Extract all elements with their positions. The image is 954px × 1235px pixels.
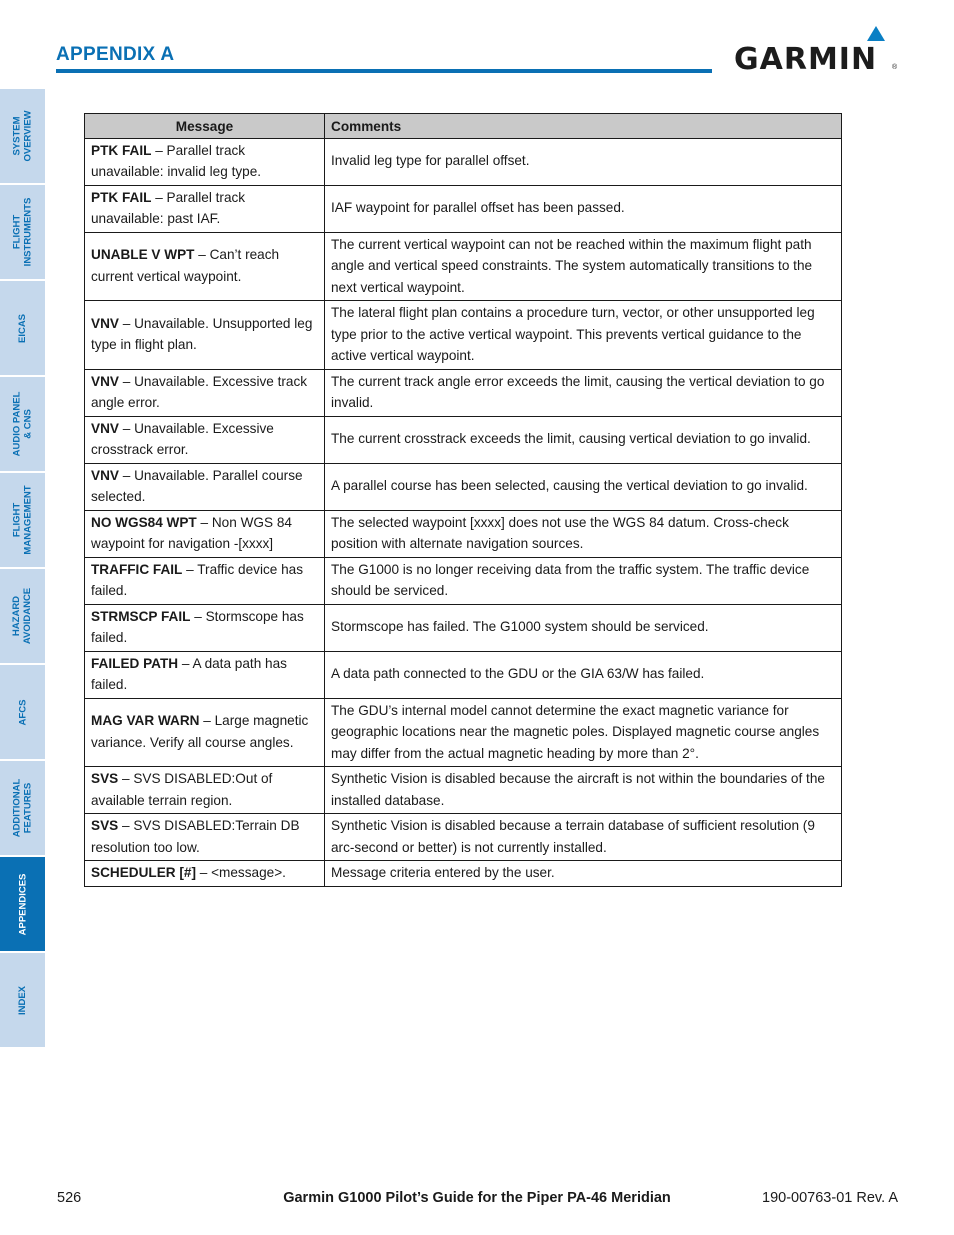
message-description: – SVS DISABLED:Terrain DB resolution too low. <box>91 818 300 855</box>
message-cell <box>85 185 325 232</box>
comment-cell: The current track angle error exceeds the limit, causing the vertical deviation to go invalid. <box>325 369 842 416</box>
table-row <box>85 814 842 861</box>
message-description: – Parallel track unavailable: invalid leg type. <box>91 142 262 179</box>
message-name: SVS <box>91 818 119 833</box>
message-description: – Unavailable. Parallel course selected. <box>91 467 303 504</box>
message-cell <box>85 861 325 887</box>
message-description: – <message>. <box>195 865 286 880</box>
comment-cell: The GDU’s internal model cannot determine the exact magnetic variance for geographic locations near the magnetic poles. Displayed magnetic course angles may differ from the actual magnetic heading by more than 2°. <box>325 698 842 767</box>
message-table <box>84 113 842 887</box>
table-row <box>85 604 842 651</box>
message-name: STRMSCP FAIL <box>91 608 191 624</box>
table-row <box>85 510 842 557</box>
message-name: VNV <box>91 373 119 389</box>
side-tab-label: INDEX <box>16 985 28 1015</box>
message-name: PTK FAIL <box>91 142 152 158</box>
table-row <box>85 301 842 370</box>
side-tab-eicas[interactable] <box>0 281 45 375</box>
comment-cell: IAF waypoint for parallel offset has been passed. <box>325 185 842 232</box>
comment-cell: A parallel course has been selected, causing the vertical deviation to go invalid. <box>325 463 842 510</box>
comment-cell: The G1000 is no longer receiving data from the traffic system. The traffic device should be serviced. <box>325 557 842 604</box>
header-rule <box>56 69 712 73</box>
message-cell <box>85 767 325 814</box>
message-description: – Stormscope has failed. <box>91 608 304 645</box>
message-description: – SVS DISABLED:Out of available terrain region. <box>91 771 273 808</box>
message-name: FAILED PATH <box>91 655 179 671</box>
side-tab-label: EICAS <box>16 313 28 343</box>
message-description: – Unavailable. Unsupported leg type in flight plan. <box>91 315 313 353</box>
message-name: VNV <box>91 467 119 483</box>
message-cell <box>85 557 325 604</box>
table-row <box>85 185 842 232</box>
message-description: – Large magnetic variance. Verify all course angles. <box>91 713 309 750</box>
table-row <box>85 557 842 604</box>
message-description: – Traffic device has failed. <box>91 561 304 598</box>
side-tab-label: SYSTEM OVERVIEW <box>11 110 34 162</box>
table-header-row <box>85 114 842 139</box>
garmin-triangle-icon <box>867 26 885 41</box>
table-row <box>85 861 842 887</box>
page-number: 526 <box>57 1190 82 1206</box>
message-description: – Unavailable. Excessive crosstrack error. <box>91 420 274 457</box>
comment-cell: Stormscope has failed. The G1000 system should be serviced. <box>325 604 842 651</box>
message-name: SVS <box>91 771 119 786</box>
message-cell <box>85 651 325 698</box>
message-name: MAG VAR WARN <box>91 713 200 729</box>
table-body <box>85 138 842 886</box>
section-title: APPENDIX A <box>56 44 175 65</box>
side-tab-label: AFCS <box>17 699 28 725</box>
side-tab-label: ADDITIONAL FEATURES <box>11 778 34 838</box>
side-tab-audio-panel-cns[interactable] <box>0 377 45 471</box>
side-tab-flight-instruments[interactable] <box>0 185 45 279</box>
comment-cell: Synthetic Vision is disabled because the aircraft is not within the boundaries of the installed database. <box>325 767 842 814</box>
side-tab-additional-features[interactable] <box>0 761 45 855</box>
message-name: SCHEDULER [#] <box>91 865 196 880</box>
message-cell <box>85 510 325 557</box>
comment-cell: The selected waypoint [xxxx] does not use the WGS 84 datum. Cross-check position with alternate navigation sources. <box>325 510 842 557</box>
document-number: 190-00763-01 Rev. A <box>762 1190 898 1206</box>
table-row <box>85 463 842 510</box>
table-row <box>85 698 842 767</box>
side-tab-appendices[interactable] <box>0 857 45 951</box>
message-cell <box>85 416 325 463</box>
message-cell <box>85 301 325 370</box>
side-tab-label: FLIGHT MANAGEMENT <box>11 485 34 555</box>
side-tab-label: FLIGHT INSTRUMENTS <box>11 197 34 267</box>
message-cell <box>85 604 325 651</box>
side-tab-hazard-avoidance[interactable] <box>0 569 45 663</box>
side-tab-label: APPENDICES <box>17 873 29 935</box>
message-name: UNABLE V WPT <box>91 247 195 263</box>
message-description: – Non WGS 84 waypoint for navigation -[xxxx] <box>91 514 292 551</box>
side-tab-system-overview[interactable] <box>0 89 45 183</box>
comment-cell: Message criteria entered by the user. <box>325 861 842 887</box>
table-row <box>85 651 842 698</box>
message-name: NO WGS84 WPT <box>91 514 197 530</box>
message-cell <box>85 369 325 416</box>
side-tab-flight-management[interactable] <box>0 473 45 567</box>
message-cell <box>85 698 325 767</box>
message-name: VNV <box>91 420 119 436</box>
table-row <box>85 767 842 814</box>
column-header-comments: Comments <box>325 114 842 139</box>
comment-cell: The current crosstrack exceeds the limit, causing vertical deviation to go invalid. <box>325 416 842 463</box>
side-tab-label: AUDIO PANEL & CNS <box>11 391 34 457</box>
table-row <box>85 416 842 463</box>
logo-text: GARMIN <box>734 42 878 77</box>
comment-cell: Invalid leg type for parallel offset. <box>325 138 842 185</box>
table-row <box>85 369 842 416</box>
message-description: – Unavailable. Excessive track angle error. <box>91 373 308 410</box>
table-row <box>85 232 842 301</box>
message-description: – A data path has failed. <box>91 655 287 692</box>
side-tab-afcs[interactable] <box>0 665 45 759</box>
message-cell <box>85 463 325 510</box>
side-tab-label: HAZARD AVOIDANCE <box>11 587 34 645</box>
message-cell <box>85 232 325 301</box>
registered-mark: ® <box>892 64 898 71</box>
message-cell <box>85 138 325 185</box>
message-description: – Can’t reach current vertical waypoint. <box>91 247 280 284</box>
message-name: VNV <box>91 315 119 331</box>
table-row <box>85 138 842 185</box>
comment-cell: The current vertical waypoint can not be reached within the maximum flight path angle and vertical speed constraints. The system automatically transitions to the next vertical waypoint. <box>325 232 842 301</box>
message-name: TRAFFIC FAIL <box>91 561 183 577</box>
message-description: – Parallel track unavailable: past IAF. <box>91 189 246 226</box>
document-title: Garmin G1000 Pilot’s Guide for the Piper PA-46 Meridian <box>283 1190 671 1206</box>
message-name: PTK FAIL <box>91 189 152 205</box>
message-cell <box>85 814 325 861</box>
side-tab-index[interactable] <box>0 953 45 1047</box>
comment-cell: The lateral flight plan contains a procedure turn, vector, or other unsupported leg type prior to the active vertical waypoint. This prevents vertical guidance to the active vertical waypoint. <box>325 301 842 370</box>
comment-cell: A data path connected to the GDU or the GIA 63/W has failed. <box>325 651 842 698</box>
garmin-logo <box>734 26 900 76</box>
column-header-message: Message <box>85 114 325 139</box>
comment-cell: Synthetic Vision is disabled because a terrain database of sufficient resolution (9 arc-second or better) is not currently installed. <box>325 814 842 861</box>
